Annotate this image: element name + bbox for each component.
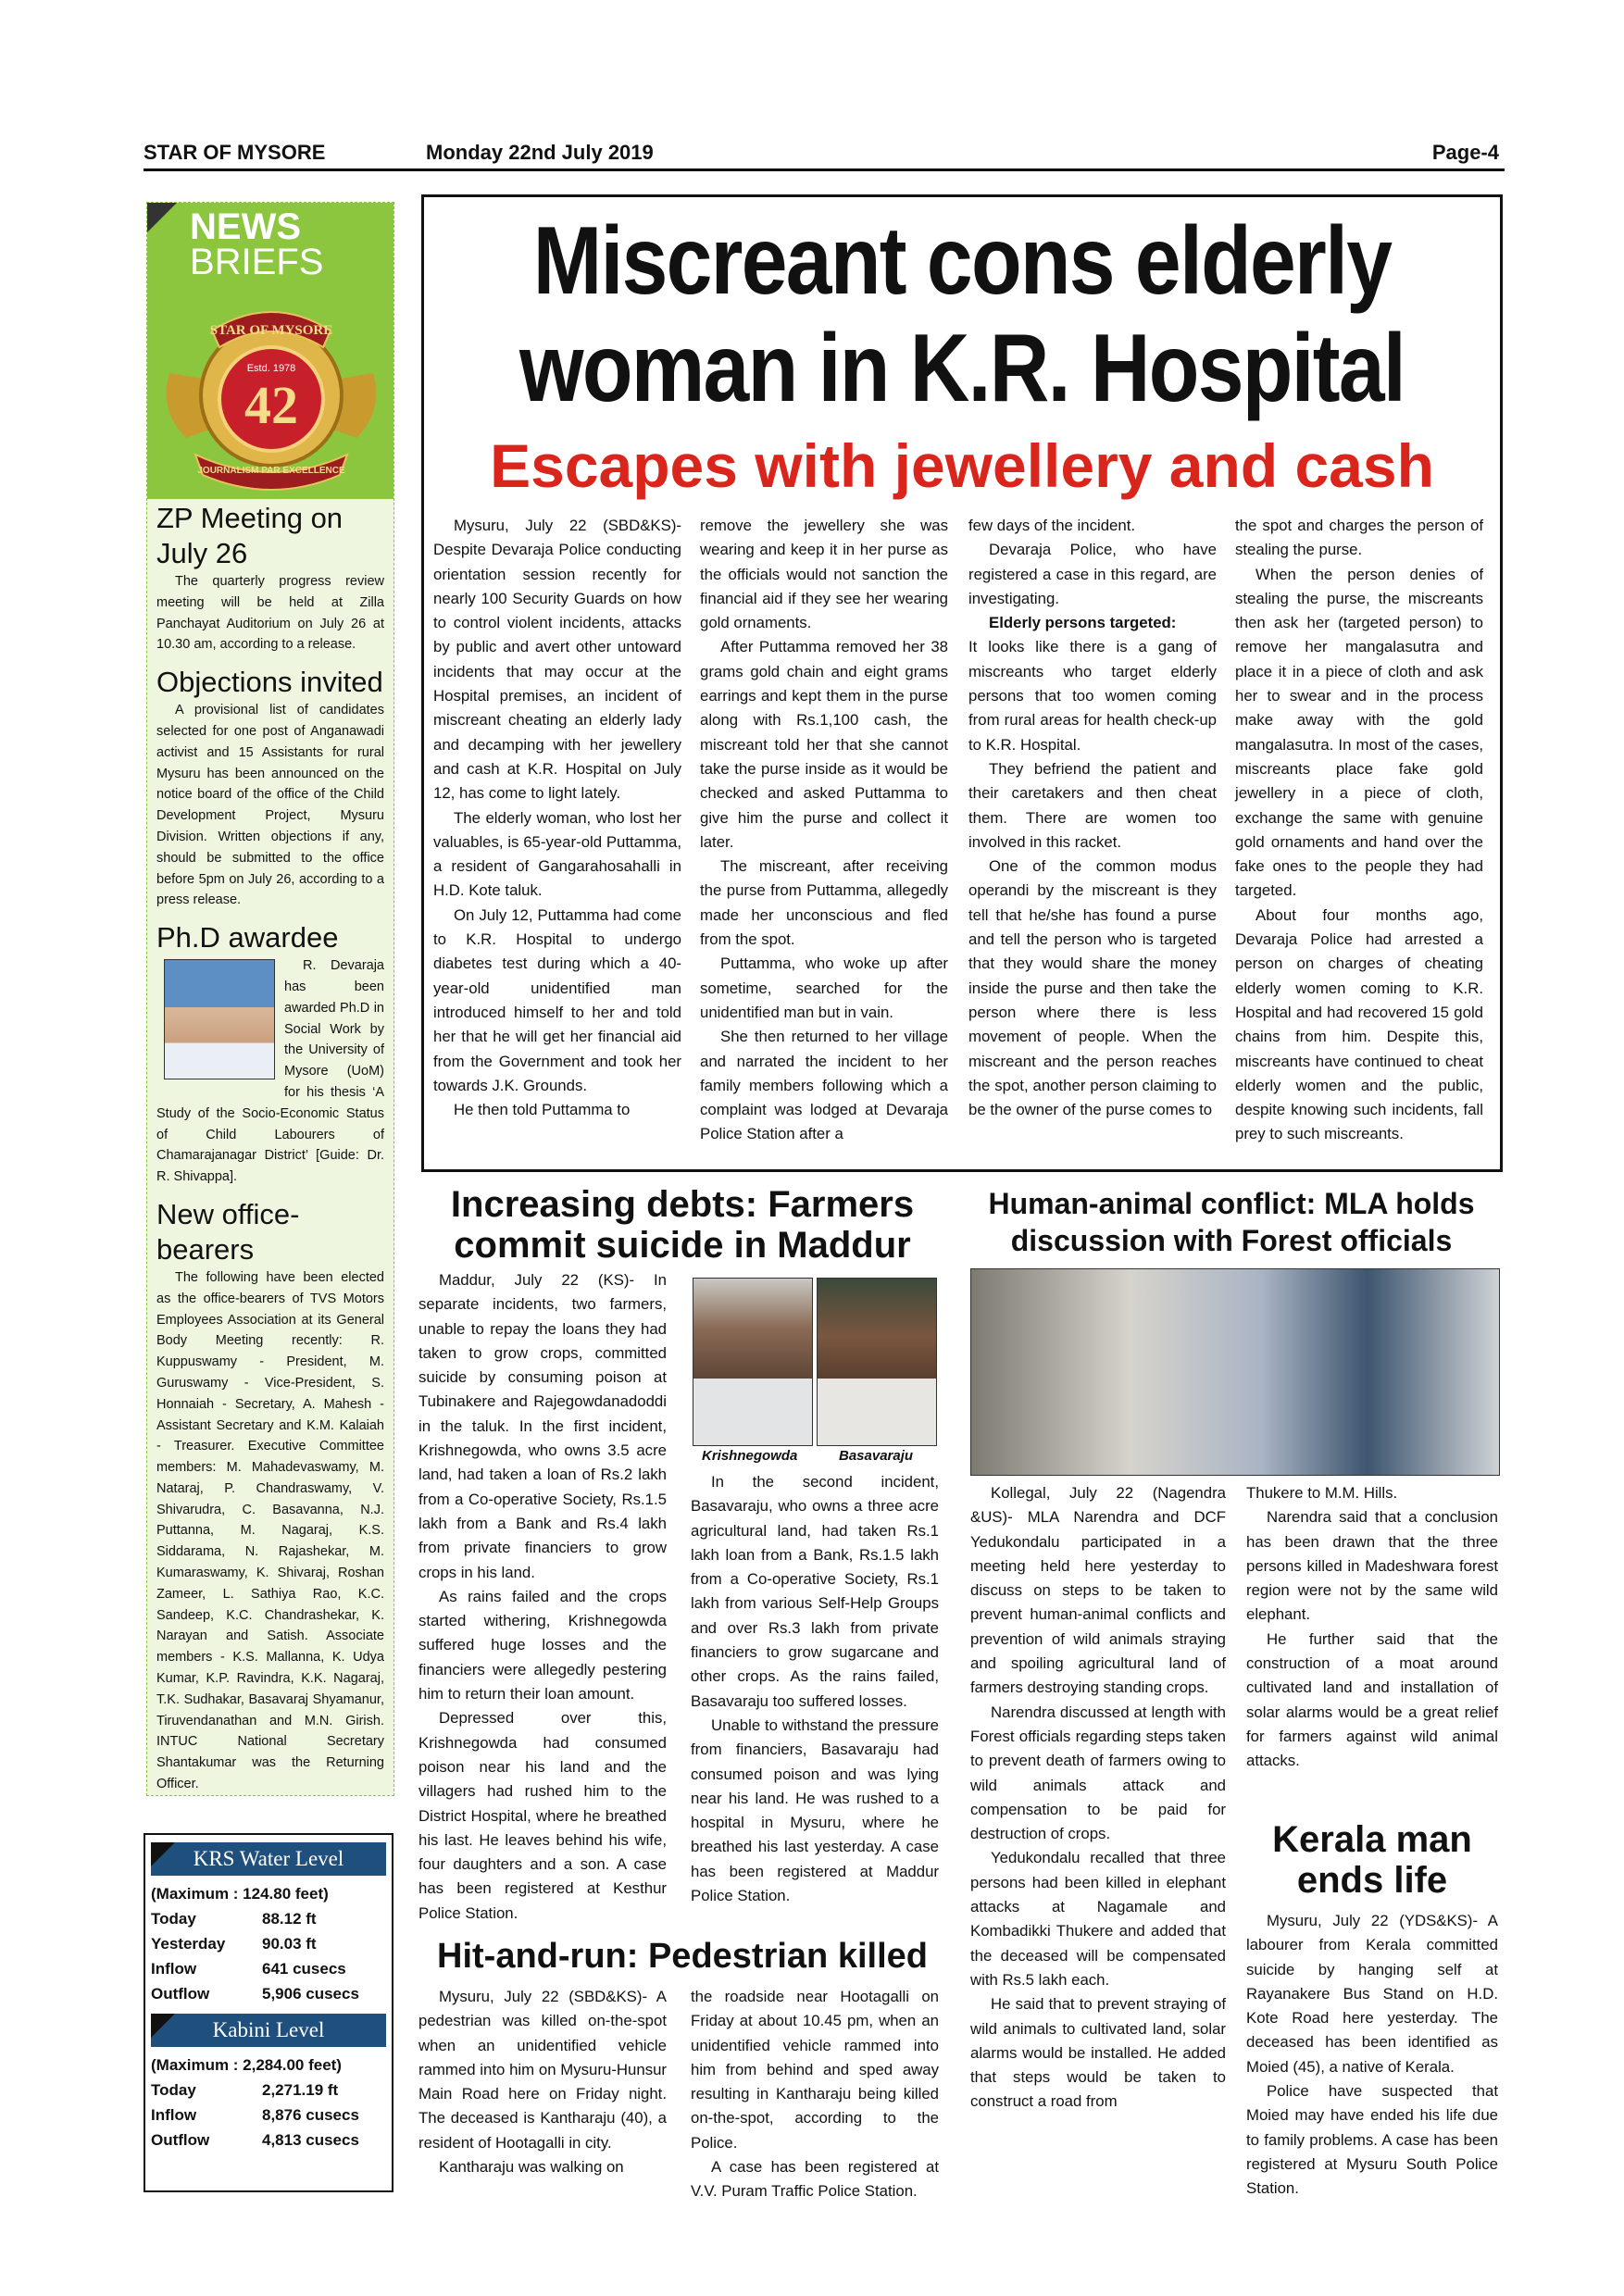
farmers-col1-para: Depressed over this, Krishnegowda had consumed poison near his land and the villagers had rushed him to the District Hospital, where he breathed his last. He leaves behind his wife, four daughters and a son. A case has been registered at Kesthur Police Station. — [418, 1709, 667, 1922]
briefs-body — [156, 501, 384, 1795]
devaraja-photo — [164, 959, 275, 1079]
kerala-body: Mysuru, July 22 (YDS&KS)- A labourer from Kerala committed suicide by hanging self at Rayanakere Bus Stand on H.D. Kote Road here yesterday. The deceased has been identified as Moied (45), a native of Kerala. Police have suspected that Moied may have ended his life due to family problems. A case has been registered at Mysuru South Police Station. — [1246, 1912, 1498, 2198]
brief-body-phd: R. Devaraja has been awarded Ph.D in Social Work by the University of Mysore (UoM) for his thesis ‘A Study of the Socio-Economic Status of Child Labourers of Chamarajanagar District’ [Guide: Dr. R. Shivappa]. — [156, 958, 384, 1185]
briefs-title-bottom: BRIEFS — [190, 242, 324, 282]
conflict-col-2: Thukere to M.M. Hills. Narendra said that a conclusion has been drawn that the three persons killed in Madeshwara forest region were not by the same wild elephant. He further said that the construction of a moat around cultivated land and installation of solar alarms would be a great relief for farmers against wild animal attacks. — [1246, 1484, 1498, 1770]
hitrun-col-1: Mysuru, July 22 (SBD&KS)- A pedestrian was killed on-the-spot when an unidentified vehicle rammed into him on Mysuru-Hunsur Main Road here on Friday night. The deceased is Kantharaju (40), a resident of Hootagalli in city. Kantharaju was walking on — [418, 1988, 667, 2177]
brief-body-zp: The quarterly progress review meeting will be held at Zilla Panchayat Auditorium on July 26 at 10.30 am, according to a release. — [156, 574, 384, 653]
lead-headline-2: woman in K.R. Hospital — [518, 315, 1405, 422]
paper-name: STAR OF MYSORE — [144, 141, 326, 164]
farmers-col-1-cont — [418, 1268, 667, 1898]
logo-estd-text: Estd. 1978 — [246, 363, 296, 374]
farmers-col-2: In the second incident, Basavaraju, who owns a three acre agricultural land, had taken Rs.1 lakh loan from a Bank, Rs.1.5 lakh from a Co-operative Society, Rs.1 lakh from various Self-Help Groups and over Rs.3 lakh from private financiers to grow sugarcane and other crops. As the rains failed, Basavaraju too suffered losses. Unable to withstand the pressure from financiers, Basavaraju had consumed poison and was lying near his land. He was rushed to a hospital in Mysuru, where he breathed his last yesterday. A case has been registered at Maddur Police Station. — [691, 1473, 939, 1905]
krs-row-outflow: Outflow 5,906 cusecs — [151, 1985, 359, 2003]
farmers-col1-para: As rains failed and the crops started withering, Krishnegowda suffered huge losses and the financiers were allegedly pestering him to return their loan amount. — [418, 1587, 667, 1703]
meeting-photo — [970, 1268, 1500, 1476]
lead-col-3: few days of the incident. Devaraja Police, who have registered a case in this regard, are investigating. Elderly persons targeted: It looks like there is a gang of miscreants who target elderly persons that too women coming from rural areas for health check-up to K.R. Hospital. They befriend the patient and their caretakers and then cheat them. There are women too involved in this racket. One of the common modus operandi by the miscreant is they tell that he/she has found a purse and tell the person who is targeted that they would share the money inside the purse and then take the person where there is less movement of people. When the miscreant and the person reaches the spot, another person claiming to be the owner of the purse comes to — [968, 517, 1217, 1119]
issue-date: Monday 22nd July 2019 — [426, 141, 654, 164]
krs-title: KRS Water Level — [151, 1842, 386, 1876]
farmers-headline-2: commit suicide in Maddur — [454, 1225, 911, 1266]
subhead-elderly: Elderly persons targeted: — [989, 614, 1177, 632]
brief-heading-objections: Objections invited — [156, 666, 383, 699]
page-number: Page-4 — [1431, 141, 1499, 164]
farmers-headline-1: Increasing debts: Farmers — [450, 1184, 915, 1225]
brief-heading-zp: ZP Meeting on July 26 — [156, 502, 344, 569]
briefs-title-top: NEWS — [190, 206, 301, 247]
corner-tab-icon — [151, 2014, 175, 2038]
water-level-box — [144, 1833, 394, 2192]
krs-row-inflow: Inflow 641 cusecs — [151, 1960, 346, 1978]
brief-heading-phd: Ph.D awardee — [156, 921, 339, 955]
conflict-headline-1: Human-animal conflict: MLA holds — [988, 1187, 1475, 1220]
conflict-headline-2: discussion with Forest officials — [1010, 1224, 1453, 1257]
krs-row-today: Today 88.12 ft — [151, 1910, 317, 1928]
anniversary-logo-icon — [158, 299, 384, 493]
corner-tab-icon — [151, 1842, 175, 1866]
kabini-row-today: Today 2,271.19 ft — [151, 2081, 339, 2099]
farmers-col1-para: Maddur, July 22 (KS)- In separate incidents, two farmers, unable to repay the loans they had taken to grow crops, committed suicide by consuming poison at Tubinakere and Rajegowdanadoddi in the taluk. In the first incident, Krishnegowda, who owns 3.5 acre land, had taken a loan of Rs.2 lakh from a Co-operative Society, Rs.1.5 lakh from a Bank and Rs.4 lakh from private financiers to grow crops in his land. — [418, 1271, 667, 1581]
kabini-row-outflow: Outflow 4,813 cusecs — [151, 2131, 359, 2149]
news-briefs-header — [147, 203, 394, 499]
logo-banner-text: STAR OF MYSORE — [209, 323, 333, 338]
kerala-headline-2: ends life — [1296, 1860, 1448, 1901]
kabini-title: Kabini Level — [151, 2014, 386, 2047]
logo-number-text: 42 — [244, 375, 298, 435]
lead-col-1: Mysuru, July 22 (SBD&KS)- Despite Devaraja Police conducting orientation session recently for nearly 100 Security Guards on how to control violent incidents, attacks by public and avert other untoward incidents that may occur at the Hospital premises, an incident of miscreant cheating an elderly lady and decamping with her jewellery and cash at K.R. Hospital on July 12, has come to light lately. The elderly woman, who lost her valuables, is 65-year-old Puttamma, a resident of Gangarahosahalli in H.D. Kote taluk. On July 12, Puttamma had come to K.R. Hospital to undergo diabetes test during which a 40-year-old unidentified man introduced himself to her and told her that he will get her financial aid from the Government and took her towards J.K. Grounds. He then told Puttamma to — [433, 517, 681, 1119]
corner-tab-icon — [147, 203, 177, 232]
krishnegowda-photo — [693, 1278, 813, 1446]
masthead-rule — [144, 168, 1505, 171]
krs-maximum: (Maximum : 124.80 feet) — [151, 1885, 329, 1903]
lead-headline-1: Miscreant cons elderly — [532, 207, 1392, 315]
brief-body-objections: A provisional list of candidates selected for one post of Anganawadi activist and 15 Assistants for rural Mysuru has been announced on the notice board of the office of the Child Development Project, Mysuru Division. Written objections if any, should be submitted to the office before 5pm on July 26, according to a press release. — [156, 703, 384, 908]
kabini-maximum: (Maximum : 2,284.00 feet) — [151, 2056, 342, 2074]
krs-row-yesterday: Yesterday 90.03 ft — [151, 1935, 317, 1953]
brief-body-office: The following have been elected as the office-bearers of TVS Motors Employees Association at its General Body Meeting recently: R. Kuppuswamy - President, M. Guruswamy - Vice-President, S. Honnaiah - Secretary, A. Mahesh - Assistant Secretary and K.M. Kalaiah - Treasurer. Executive Committee members: M. Mahadevaswamy, M. Nataraj, P. Chandraswamy, V. Shivarudra, C. Basavanna, N.J. Puttanna, M. Nagaraj, K.S. Siddarama, N. Rajashekar, M. Kumaraswamy, K. Shivaraj, Roshan Zameer, L. Sathiya Rao, K.C. Sandeep, K.C. Chandrashekar, K. Narayan and Satish. Associate members - K.S. Mallanna, K. Udya Kumar, K.P. Ravindra, K.K. Nagaraj, T.K. Sudhakar, Basavaraj Shyamanur, Tiruvendanathan and M.N. Girish. INTUC National Secretary Shantakumar was the Returning Officer. — [156, 1269, 384, 1792]
caption-krishnegowda: Krishnegowda — [702, 1448, 798, 1464]
kabini-row-inflow: Inflow 8,876 cusecs — [151, 2106, 359, 2124]
logo-ribbon-text: JOURNALISM PAR EXCELLENCE — [197, 466, 345, 476]
lead-story-box — [421, 194, 1503, 1172]
hitrun-col-2: the roadside near Hootagalli on Friday at about 10.45 pm, when an unidentified vehicle rammed into him from behind and sped away resulting in Kantharaju being killed on-the-spot, according to the Police. A case has been registered at V.V. Puram Traffic Police Station. — [691, 1988, 939, 2201]
basavaraju-photo — [817, 1278, 937, 1446]
conflict-col-1: Kollegal, July 22 (Nagendra &US)- MLA Narendra and DCF Yedukondalu participated in a meeting held here yesterday to discuss on steps to be taken to prevent human-animal conflicts and prevention of wild animals straying and spoiling agricultural land of farmers destroying standing crops. Narendra discussed at length with Forest officials regarding steps taken to prevent death of farmers owing to wild animals attack and compensation to be paid for destruction of crops. Yedukondalu recalled that three persons had been killed in elephant attacks at Nagamale and Kombadikki Thukere and added that the deceased will be compensated with Rs.5 lakh each. He said that to prevent straying of wild animals to cultivated land, solar alarms would be installed. He added that steps would be taken to construct a road from — [970, 1484, 1226, 2111]
caption-basavaraju: Basavaraju — [839, 1448, 914, 1464]
hitrun-headline: Hit-and-run: Pedestrian killed — [437, 1937, 928, 1976]
lead-col-2: remove the jewellery she was wearing and keep it in her purse as the officials would not sanction the financial aid if they see her wearing gold ornaments. After Puttamma removed her 38 grams gold chain and eight grams earrings and kept them in the purse along with Rs.1,100 cash, the miscreant told her that she cannot take the purse inside as it would be checked and asked Puttamma to give him the purse and collect it later. The miscreant, after receiving the purse from Puttamma, allegedly made her unconscious and fled from the spot. Puttamma, who woke up after sometime, searched for the unidentified man but in vain. She then returned to her village and narrated the incident to her family members following which a complaint was lodged at Devaraja Police Station after a — [700, 517, 948, 1143]
lead-col-4: the spot and charges the person of stealing the purse. When the person denies of stealing the purse, the miscreants then ask her (targeted person) to remove her mangalasutra and place it in a piece of cloth and ask her to swear and in the process make away with the gold mangalasutra. In most of the cases, miscreants place fake gold jewellery in a piece of cloth, exchange the same with genuine gold ornaments and hand over the fake ones to the people they had targeted. About four months ago, Devaraja Police had arrested a person on charges of cheating elderly women coming to K.R. Hospital and had recovered 15 gold chains from him. Despite this, miscreants have continued to cheat elderly women and the public, despite knowing such incidents, fall prey to such miscreants. — [1235, 517, 1483, 1143]
news-briefs-panel — [146, 202, 394, 1796]
brief-heading-office: New office-bearers — [156, 1197, 300, 1266]
lead-subhead: Escapes with jewellery and cash — [490, 431, 1434, 500]
kerala-headline-1: Kerala man — [1272, 1819, 1472, 1860]
